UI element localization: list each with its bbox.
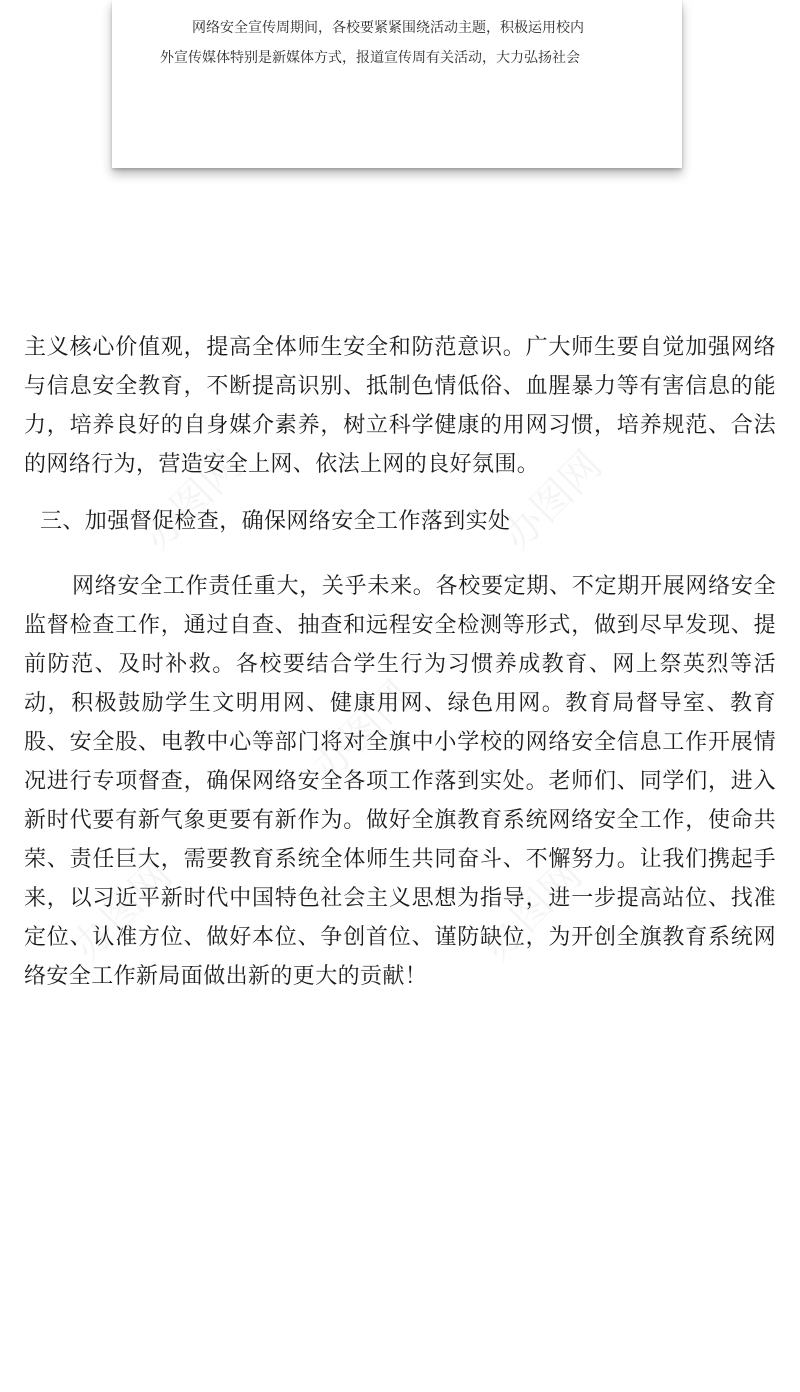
continuation-paragraph: 主义核心价值观，提高全体师生安全和防范意识。广大师生要自觉加强网络与信息安全教育，不断提高识别、抵制色情低俗、血腥暴力等有害信息的能力，培养良好的自身媒介素养，树立科学健康的用网习惯，培养规范、合法的网络行为，营造安全上网、依法上网的良好氛围。 — [24, 335, 776, 477]
section-paragraph: 网络安全工作责任重大，关乎未来。各校要定期、不定期开展网络安全监督检查工作，通过自查、抽查和远程安全检测等形式，做到尽早发现、提前防范、及时补救。各校要结合学生行为习惯养成教育、网上祭英烈等活动，积极鼓励学生文明用网、健康用网、绿色用网。教育局督导室、教育股、安全股、电教中心等部门将对全旗中小学校的网络安全信息工作开展情况进行专项督查，确保网络安全各项工作落到实处。老师们、同学们，进入新时代要有新气象更要有新作为。做好全旗教育系统网络安全工作，使命共荣、责任巨大，需要教育系统全体师生共同奋斗、不懈努力。让我们携起手来，以习近平新时代中国特色社会主义思想为指导，进一步提高站位、找准定位、认准方位、做好本位、争创首位、谨防缺位，为开创全旗教育系统网络安全工作新局面做出新的更大的贡献！ — [24, 574, 776, 989]
preview-text-line-1: 网络安全宣传周期间，各校要紧紧围绕活动主题，积极运用校内 — [192, 20, 584, 36]
section-heading: 三、加强督促检查，确保网络安全工作落到实处 — [40, 509, 511, 534]
document-body — [24, 328, 776, 996]
preview-text-line-2: 外宣传媒体特别是新媒体方式，报道宣传周有关活动，大力弘扬社会 — [160, 50, 580, 66]
document-preview-card — [112, 0, 682, 168]
